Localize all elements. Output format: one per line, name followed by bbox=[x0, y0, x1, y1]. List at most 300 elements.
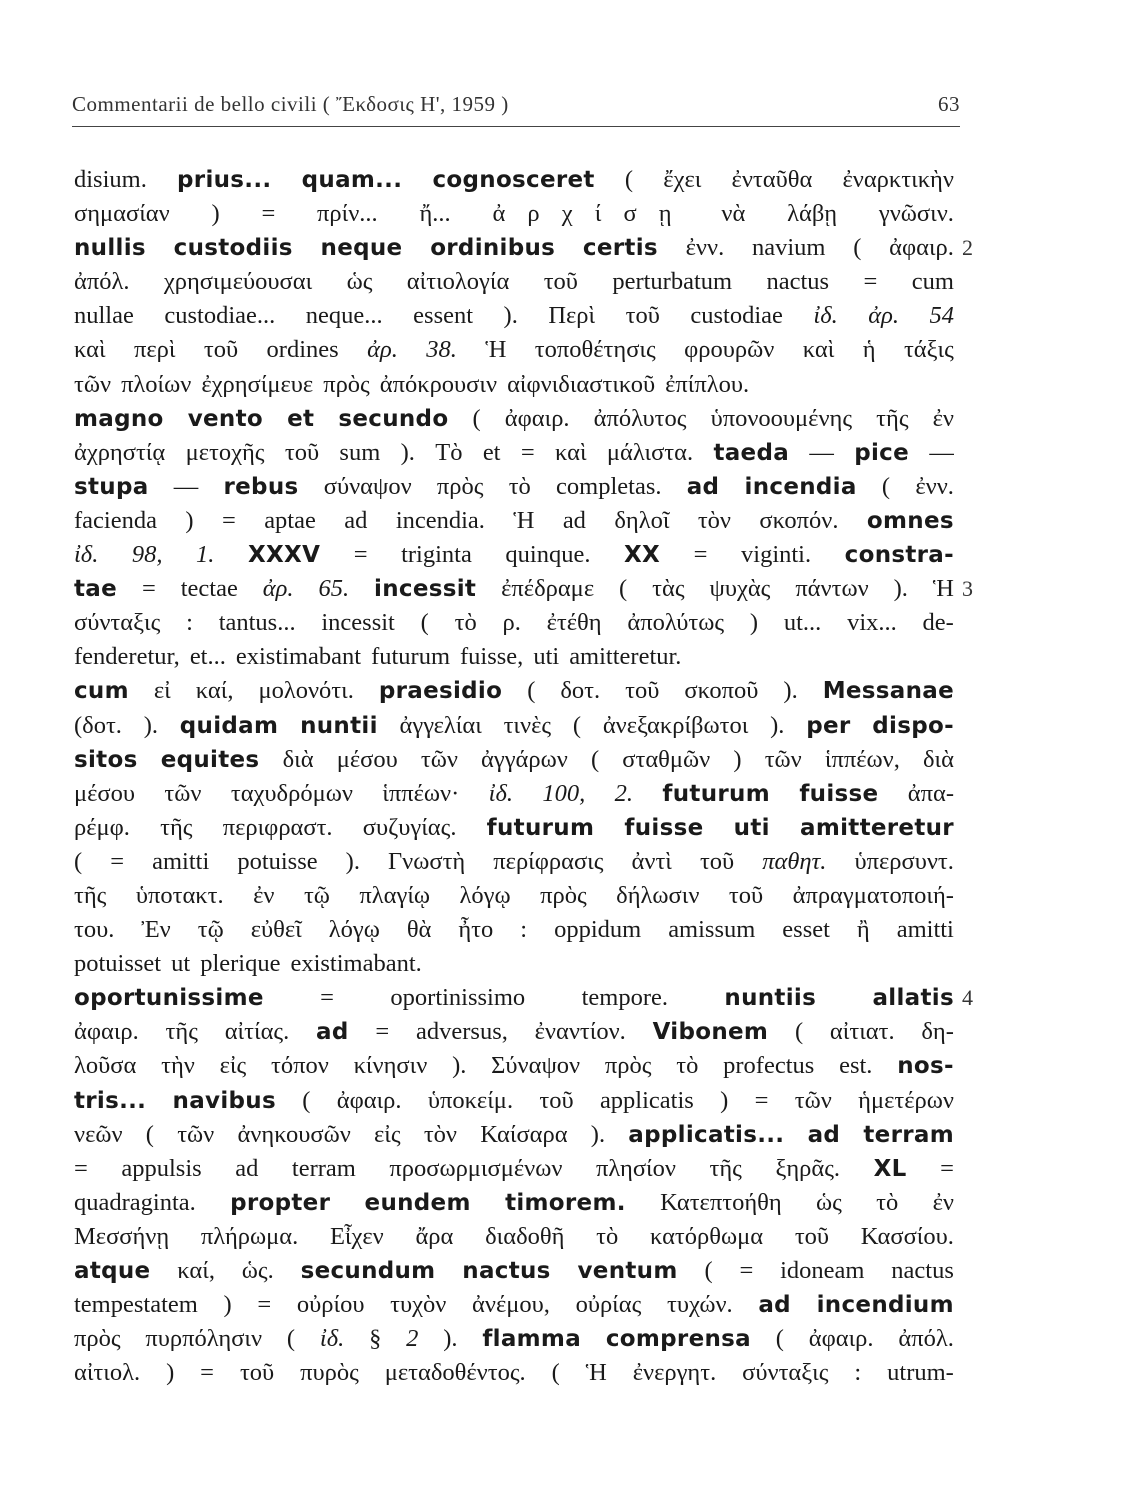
word: θὰ bbox=[406, 916, 432, 944]
word: σκοπόν. bbox=[759, 506, 839, 534]
word: triginta bbox=[401, 541, 472, 569]
word: = bbox=[353, 541, 368, 569]
word: = bbox=[221, 506, 236, 534]
word: ). bbox=[590, 1120, 606, 1148]
word: νεῶν bbox=[74, 1120, 123, 1148]
word: ἤ... bbox=[419, 200, 451, 228]
word: custodiae... bbox=[164, 302, 276, 330]
word: utrum- bbox=[887, 1359, 954, 1387]
word: ἱππέων· bbox=[382, 779, 460, 807]
word: nullae bbox=[74, 302, 134, 330]
text-line bbox=[74, 368, 954, 402]
word: ad bbox=[758, 1292, 791, 1319]
word: et... bbox=[189, 643, 226, 671]
word: ἀπόκρουσιν bbox=[379, 370, 498, 398]
word: ad bbox=[235, 1154, 259, 1182]
word: oportunissime bbox=[74, 985, 264, 1012]
word: uti bbox=[733, 814, 770, 841]
word: τῶν bbox=[764, 745, 802, 773]
word: rebus bbox=[223, 473, 299, 500]
word: πρὸς bbox=[436, 472, 484, 500]
word: et bbox=[287, 405, 315, 432]
word: prius... bbox=[177, 167, 272, 193]
word: ordinibus bbox=[430, 235, 556, 262]
word: : bbox=[186, 609, 193, 637]
word: τοῦ bbox=[625, 677, 660, 705]
word: = bbox=[520, 438, 535, 466]
word: ἐναντίον. bbox=[534, 1018, 626, 1046]
word: εἰς bbox=[219, 1052, 247, 1080]
commentary-text bbox=[74, 163, 954, 1390]
word: incendia. bbox=[395, 506, 485, 534]
word: δηλοῖ bbox=[614, 506, 670, 534]
word: ) bbox=[223, 1291, 232, 1319]
word: ἢ bbox=[856, 916, 870, 944]
text-line bbox=[74, 674, 954, 708]
word: ( bbox=[286, 1325, 296, 1353]
word: ). bbox=[770, 711, 785, 739]
word: ) bbox=[733, 745, 742, 773]
word: μάλιστα. bbox=[606, 438, 694, 466]
word: τινὲς bbox=[503, 711, 552, 739]
word: ). bbox=[503, 302, 518, 330]
word: Σύναψον bbox=[491, 1052, 581, 1080]
word: περὶ bbox=[133, 336, 176, 364]
word: τὴν bbox=[161, 1052, 195, 1080]
word: secundo bbox=[338, 405, 449, 432]
word: οὐρίας bbox=[575, 1291, 642, 1319]
word: oportinissimo bbox=[390, 984, 526, 1012]
word: χρησιμεύουσαι bbox=[163, 268, 313, 296]
word: = bbox=[739, 1257, 754, 1284]
word: ( bbox=[74, 847, 83, 875]
word: disium. bbox=[74, 166, 147, 193]
word: custodiis bbox=[173, 235, 293, 262]
word: taeda bbox=[713, 439, 790, 466]
word: ) bbox=[749, 609, 759, 637]
word: ad bbox=[807, 1121, 841, 1148]
word: ἀπα- bbox=[907, 779, 954, 807]
word: ἰδ. bbox=[813, 302, 838, 330]
word: τὸν bbox=[423, 1120, 458, 1148]
word: vix... bbox=[847, 609, 897, 637]
word: μέσου bbox=[74, 779, 136, 807]
word: flamma bbox=[482, 1326, 582, 1353]
text-line bbox=[74, 811, 954, 845]
word: πλήρωμα. bbox=[200, 1222, 299, 1250]
word: sum bbox=[339, 438, 381, 466]
word: τῆς bbox=[709, 1154, 742, 1182]
word: λάβῃ bbox=[787, 200, 838, 228]
word: ρ. bbox=[502, 609, 521, 637]
word: ordines bbox=[266, 336, 339, 364]
word: οὐρίου bbox=[296, 1291, 365, 1319]
word: γνῶσιν. bbox=[878, 200, 954, 228]
text-line bbox=[74, 265, 954, 299]
word: Καίσαρα bbox=[480, 1120, 568, 1148]
word: neque... bbox=[305, 302, 383, 330]
word: ( bbox=[794, 1018, 804, 1046]
word: = bbox=[257, 1291, 272, 1319]
word: navium bbox=[751, 234, 826, 262]
word: ( bbox=[551, 1359, 560, 1387]
word: ) bbox=[166, 1359, 175, 1387]
text-line bbox=[74, 436, 954, 470]
word: fuisse, bbox=[460, 643, 524, 671]
text-line bbox=[74, 1288, 954, 1322]
word: perturbatum bbox=[612, 268, 733, 296]
word: futurum bbox=[371, 643, 451, 671]
word: τοῦ bbox=[728, 881, 764, 909]
word: ( bbox=[775, 1325, 784, 1353]
word: σύνταξις bbox=[74, 609, 161, 637]
word: ( bbox=[472, 404, 481, 432]
word: τὸ bbox=[876, 1188, 899, 1216]
text-line bbox=[74, 299, 954, 333]
word: πάντων bbox=[795, 575, 869, 603]
word: cum bbox=[74, 678, 129, 705]
word: adversus, bbox=[416, 1018, 508, 1046]
word: = bbox=[863, 268, 878, 296]
word: nactus bbox=[462, 1258, 551, 1284]
word: sitos bbox=[74, 746, 138, 773]
text-line bbox=[74, 743, 954, 777]
word: futurum bbox=[662, 780, 770, 807]
text-line bbox=[74, 197, 954, 231]
word: existimabant bbox=[235, 643, 362, 671]
text-line bbox=[74, 163, 954, 197]
text-line bbox=[74, 640, 954, 674]
word: 100, bbox=[542, 779, 586, 807]
word: quidam bbox=[179, 712, 279, 739]
word: 2 bbox=[406, 1325, 419, 1353]
word: ) bbox=[720, 1086, 729, 1114]
word: ἀνηκουσῶν bbox=[237, 1120, 351, 1148]
word: τυχών. bbox=[667, 1291, 733, 1319]
word: ἀφαιρ. bbox=[808, 1325, 874, 1353]
word: αἰτίας. bbox=[224, 1018, 290, 1046]
word: amitteretur. bbox=[569, 643, 682, 671]
word: potuisse bbox=[237, 847, 318, 875]
word: Περὶ bbox=[548, 302, 596, 330]
word: ad bbox=[562, 506, 586, 534]
word: ut bbox=[171, 950, 191, 978]
word: XXXV bbox=[247, 542, 321, 569]
word: αἰτιολ. bbox=[74, 1359, 141, 1387]
word: ἀπόλυτος bbox=[593, 404, 687, 432]
word: ξηρᾶς. bbox=[775, 1154, 841, 1182]
word: κατόρθωμα bbox=[649, 1222, 764, 1250]
word: πρίν... bbox=[317, 200, 378, 228]
word: τῶν bbox=[164, 779, 202, 807]
word: τοῦ bbox=[794, 1222, 830, 1250]
text-line bbox=[74, 981, 954, 1015]
word: φρουρῶν bbox=[684, 336, 775, 364]
word: τοῦ bbox=[625, 302, 660, 330]
word: 2. bbox=[614, 779, 634, 807]
word: τῶν bbox=[420, 745, 458, 773]
word: : bbox=[520, 916, 528, 944]
word: potuisset bbox=[74, 950, 162, 978]
word: προσωρμισμένων bbox=[389, 1154, 563, 1182]
word: ( bbox=[624, 166, 634, 193]
word: ( bbox=[145, 1120, 154, 1148]
word: ἱππέων, bbox=[824, 745, 900, 773]
word: nactus bbox=[766, 268, 830, 296]
word: Μεσσήνῃ bbox=[74, 1222, 170, 1250]
word: ἀπόλ. bbox=[898, 1325, 954, 1353]
word: τὰς bbox=[652, 575, 685, 603]
word: εἰς bbox=[374, 1120, 401, 1148]
word: εἰ bbox=[153, 677, 171, 705]
word: Ἡ bbox=[585, 1359, 607, 1387]
word: πρὸς bbox=[323, 370, 370, 398]
word: ὑποτακτ. bbox=[135, 881, 224, 909]
word: incendium bbox=[816, 1292, 954, 1319]
word: ἀρ. bbox=[262, 575, 294, 603]
word: quam... bbox=[301, 167, 403, 193]
word: εὐθεῖ bbox=[250, 916, 302, 944]
word: nuntii bbox=[300, 712, 378, 739]
word: ἐναρκτικὴν bbox=[842, 166, 954, 193]
word: ἀφαιρ. bbox=[504, 404, 570, 432]
word: ἦτο bbox=[458, 916, 494, 944]
text-line bbox=[74, 1118, 954, 1152]
word: — bbox=[929, 438, 954, 466]
word: nos- bbox=[897, 1053, 954, 1080]
word: ἐχρησίμευε bbox=[201, 370, 314, 398]
word: πλαγίῳ bbox=[359, 881, 431, 909]
word: ἀχρηστίᾳ bbox=[74, 438, 166, 466]
word: aptae bbox=[264, 506, 316, 534]
word: κίνησιν bbox=[353, 1052, 428, 1080]
word: = bbox=[693, 541, 708, 569]
word: ( bbox=[527, 677, 536, 705]
word: αἰτιατ. bbox=[829, 1018, 895, 1046]
word: περιφραστ. bbox=[222, 813, 333, 841]
word: καὶ bbox=[74, 336, 106, 364]
text-line bbox=[74, 1015, 954, 1049]
word: ἀπολύτως bbox=[627, 609, 725, 637]
section-number: 4 bbox=[962, 985, 973, 1011]
word: magno bbox=[74, 405, 164, 432]
word: est. bbox=[839, 1052, 873, 1080]
word: ἀφαιρ. bbox=[889, 234, 954, 262]
word: cum bbox=[911, 268, 954, 296]
word: ventum bbox=[577, 1258, 678, 1284]
word: atque bbox=[74, 1258, 151, 1284]
word: tris... bbox=[74, 1087, 147, 1114]
word: vento bbox=[187, 405, 263, 432]
word: comprensa bbox=[605, 1326, 751, 1353]
running-title: Commentarii de bello civili ( Ἔκδοσις Η', 1959 ) bbox=[72, 92, 509, 116]
word: ἀντὶ bbox=[631, 847, 672, 875]
word: ἡ bbox=[862, 336, 876, 364]
word: ἀνεξακρίβωτοι bbox=[602, 711, 749, 739]
word: futurum bbox=[486, 814, 595, 841]
word: δοτ. bbox=[560, 677, 601, 705]
word: διαδοθῆ bbox=[485, 1222, 565, 1250]
word: ἐνεργητ. bbox=[632, 1359, 717, 1387]
word: 65. bbox=[318, 575, 350, 603]
word: ). bbox=[143, 711, 159, 739]
word: Εἶχεν bbox=[329, 1222, 384, 1250]
word: amitti bbox=[152, 847, 210, 875]
word: ὡς bbox=[346, 268, 373, 296]
word: ) bbox=[211, 200, 220, 228]
word: τῆς bbox=[165, 1018, 198, 1046]
word: πλησίον bbox=[595, 1154, 676, 1182]
word: ταχυδρόμων bbox=[230, 779, 353, 807]
word: nuntiis bbox=[724, 985, 817, 1012]
word: τῶν bbox=[74, 370, 112, 398]
word: 54 bbox=[929, 302, 954, 330]
word: ad bbox=[344, 506, 368, 534]
word: ( bbox=[704, 1257, 713, 1284]
word: ). bbox=[345, 847, 360, 875]
word: ( bbox=[590, 745, 600, 773]
word: tempore. bbox=[581, 984, 668, 1012]
word: τὸν bbox=[697, 506, 732, 534]
word: quinque. bbox=[505, 541, 591, 569]
word: custodiae bbox=[690, 302, 783, 330]
word: πρὸς bbox=[604, 1052, 652, 1080]
word: ἀ ρ χ ί σ ῃ bbox=[492, 200, 680, 228]
word: μεταδοθέντος. bbox=[384, 1359, 526, 1387]
word: = bbox=[754, 1086, 769, 1114]
word: oppidum bbox=[554, 916, 642, 944]
word: ρέμφ. bbox=[74, 813, 130, 841]
word: — bbox=[173, 472, 199, 500]
word: uti bbox=[533, 643, 560, 671]
text-line bbox=[74, 777, 954, 811]
word: ἐνν. bbox=[685, 234, 725, 262]
word: ἀνέμου, bbox=[472, 1291, 550, 1319]
word: ἐπέδραμε bbox=[501, 575, 595, 603]
word: σύνταξις bbox=[742, 1359, 829, 1387]
word: incessit bbox=[374, 576, 477, 603]
word: Ἡ bbox=[485, 336, 507, 364]
word: applicatis... bbox=[628, 1121, 785, 1148]
word: ἀφαιρ. bbox=[74, 1018, 139, 1046]
word: ἀγγελίαι bbox=[399, 711, 482, 739]
word: σημασίαν bbox=[74, 200, 170, 228]
word: (δοτ. bbox=[74, 711, 122, 739]
word: tectae bbox=[180, 575, 238, 603]
text-line bbox=[74, 333, 954, 367]
word: ad bbox=[686, 473, 720, 500]
word: existimabant. bbox=[290, 950, 422, 978]
word: ἀγγάρων bbox=[481, 745, 568, 773]
word: cognosceret bbox=[432, 167, 595, 193]
text-line bbox=[74, 231, 954, 265]
word: ( bbox=[420, 609, 429, 637]
word: allatis bbox=[872, 985, 954, 1012]
word: amitti bbox=[896, 916, 954, 944]
word: essent bbox=[413, 302, 474, 330]
section-number: 3 bbox=[962, 576, 973, 602]
word: = bbox=[375, 1018, 390, 1046]
word: eundem bbox=[364, 1189, 471, 1216]
word: dispo- bbox=[872, 712, 954, 739]
word: τοῦ bbox=[543, 268, 578, 296]
text-line bbox=[74, 572, 954, 606]
word: secundum bbox=[300, 1258, 436, 1284]
word: του. bbox=[74, 916, 115, 944]
word: fuisse bbox=[799, 780, 879, 807]
word: Ἡ bbox=[932, 575, 954, 603]
word: σύναψον bbox=[323, 472, 412, 500]
text-line bbox=[74, 1322, 954, 1356]
word: τοῦ bbox=[699, 847, 735, 875]
word: τῷ bbox=[197, 916, 224, 944]
text-line bbox=[74, 1152, 954, 1186]
word: μέσου bbox=[336, 745, 398, 773]
word: καί, bbox=[177, 1257, 215, 1284]
word: Κατεπτοήθη bbox=[660, 1188, 782, 1216]
word: δη- bbox=[921, 1018, 954, 1046]
running-header bbox=[72, 92, 960, 117]
word: τόπον bbox=[271, 1052, 329, 1080]
text-line bbox=[74, 1049, 954, 1083]
word: ) bbox=[185, 506, 194, 534]
word: ut... bbox=[783, 609, 822, 637]
word: ad bbox=[316, 1019, 349, 1046]
word: τῆς bbox=[160, 813, 193, 841]
word: pice bbox=[854, 439, 910, 466]
word: ( bbox=[302, 1086, 311, 1114]
word: δήλωσιν bbox=[616, 881, 700, 909]
word: ἐν bbox=[932, 1188, 954, 1216]
word: διὰ bbox=[922, 745, 954, 773]
text-line bbox=[74, 1084, 954, 1118]
text-line bbox=[74, 1254, 954, 1288]
word: appulsis bbox=[121, 1154, 202, 1182]
word: τῶν bbox=[794, 1086, 832, 1114]
word: ἐν bbox=[253, 881, 275, 909]
word: ὑποκείμ. bbox=[427, 1086, 514, 1114]
word: ἐνν. bbox=[915, 472, 954, 500]
word: ἰδ. bbox=[74, 541, 99, 569]
word: καὶ bbox=[555, 438, 587, 466]
word: ἀρ. bbox=[367, 336, 398, 364]
word: tantus... bbox=[218, 609, 296, 637]
word: Messanae bbox=[822, 678, 954, 705]
word: ὡς. bbox=[241, 1257, 274, 1284]
word: ( bbox=[881, 472, 891, 500]
word: ). bbox=[443, 1325, 458, 1353]
word: Ἡ bbox=[513, 506, 535, 534]
word: de- bbox=[922, 609, 954, 637]
word: πρὸς bbox=[74, 1325, 121, 1353]
word: τοῦ bbox=[239, 1359, 275, 1387]
text-line bbox=[74, 879, 954, 913]
word: § bbox=[369, 1325, 382, 1353]
text-line bbox=[74, 1356, 954, 1390]
word: completas. bbox=[556, 472, 662, 500]
word: 38. bbox=[426, 336, 457, 364]
word: incessit bbox=[321, 609, 395, 637]
word: navibus bbox=[172, 1087, 276, 1114]
text-line bbox=[74, 504, 954, 538]
word: fuisse bbox=[624, 814, 704, 841]
word: quadraginta. bbox=[74, 1188, 196, 1216]
word: XL bbox=[873, 1155, 907, 1182]
word: τοῦ bbox=[284, 438, 320, 466]
text-line bbox=[74, 606, 954, 640]
word: μολονότι. bbox=[258, 677, 354, 705]
word: λοῦσα bbox=[74, 1052, 137, 1080]
